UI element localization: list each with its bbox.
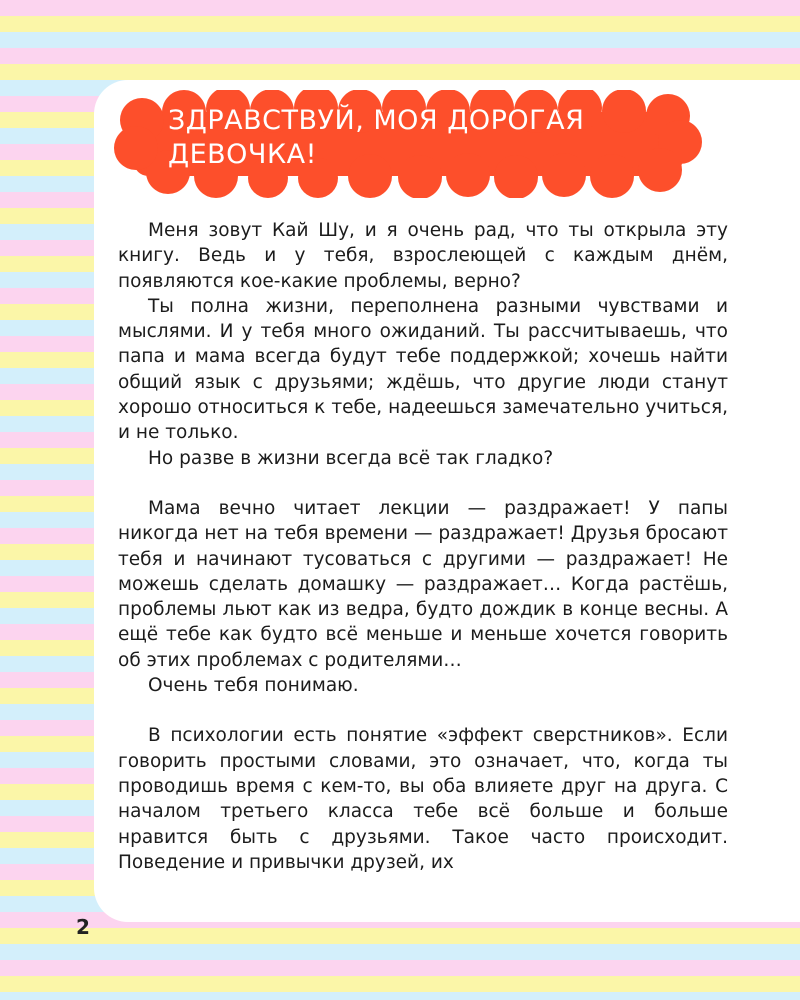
paragraph-2: Ты полна жизни, переполнена разными чувствами и мыслями. И у тебя много ожиданий. Ты рассчитываешь, что папа и мама всегда будут тебе поддержкой; хочешь найти общий язык с друзьями; ждёшь, что другие люди станут хорошо относиться к тебе, надеешься замечательно учиться, и не только. — [118, 295, 728, 444]
body-text — [118, 218, 728, 875]
page-title — [168, 104, 678, 172]
title-line-2: ДЕВОЧКА! — [168, 139, 317, 170]
paragraph-3: Но разве в жизни всегда всё так гладко? — [148, 447, 554, 469]
title-line-1: ЗДРАВСТВУЙ, МОЯ ДОРОГАЯ — [168, 105, 585, 136]
paragraph-1: Меня зовут Кай Шу, и я очень рад, что ты открыла эту книгу. Ведь и у тебя, взрослеющей с каждым днём, появляются кое-какие проблемы, верно? — [118, 220, 728, 292]
paragraph-5: Очень тебя понимаю. — [148, 675, 359, 697]
paragraph-4: Мама вечно читает лекции — раздражает! У папы никогда нет на тебя времени — раздражает! Друзья бросают тебя и начинают тусоваться с другими — раздражает! Не можешь сделать домашку — раздражает… Когда растёшь, проблемы льют как из ведра, будто дождик в конце весны. А ещё тебе как будто всё меньше и меньше хочется говорить об этих проблемах с родителями… — [118, 497, 728, 671]
title-banner — [112, 90, 704, 198]
paragraph-6: В психологии есть понятие «эффект сверстников». Если говорить простыми словами, это означает, что, когда ты проводишь время с кем-то, вы оба влияете друг на друга. С началом третьего класса тебе всё больше и больше нравится быть с друзьями. Такое часто происходит. Поведение и привычки друзей, их — [118, 725, 728, 873]
page-number: 2 — [76, 915, 90, 939]
